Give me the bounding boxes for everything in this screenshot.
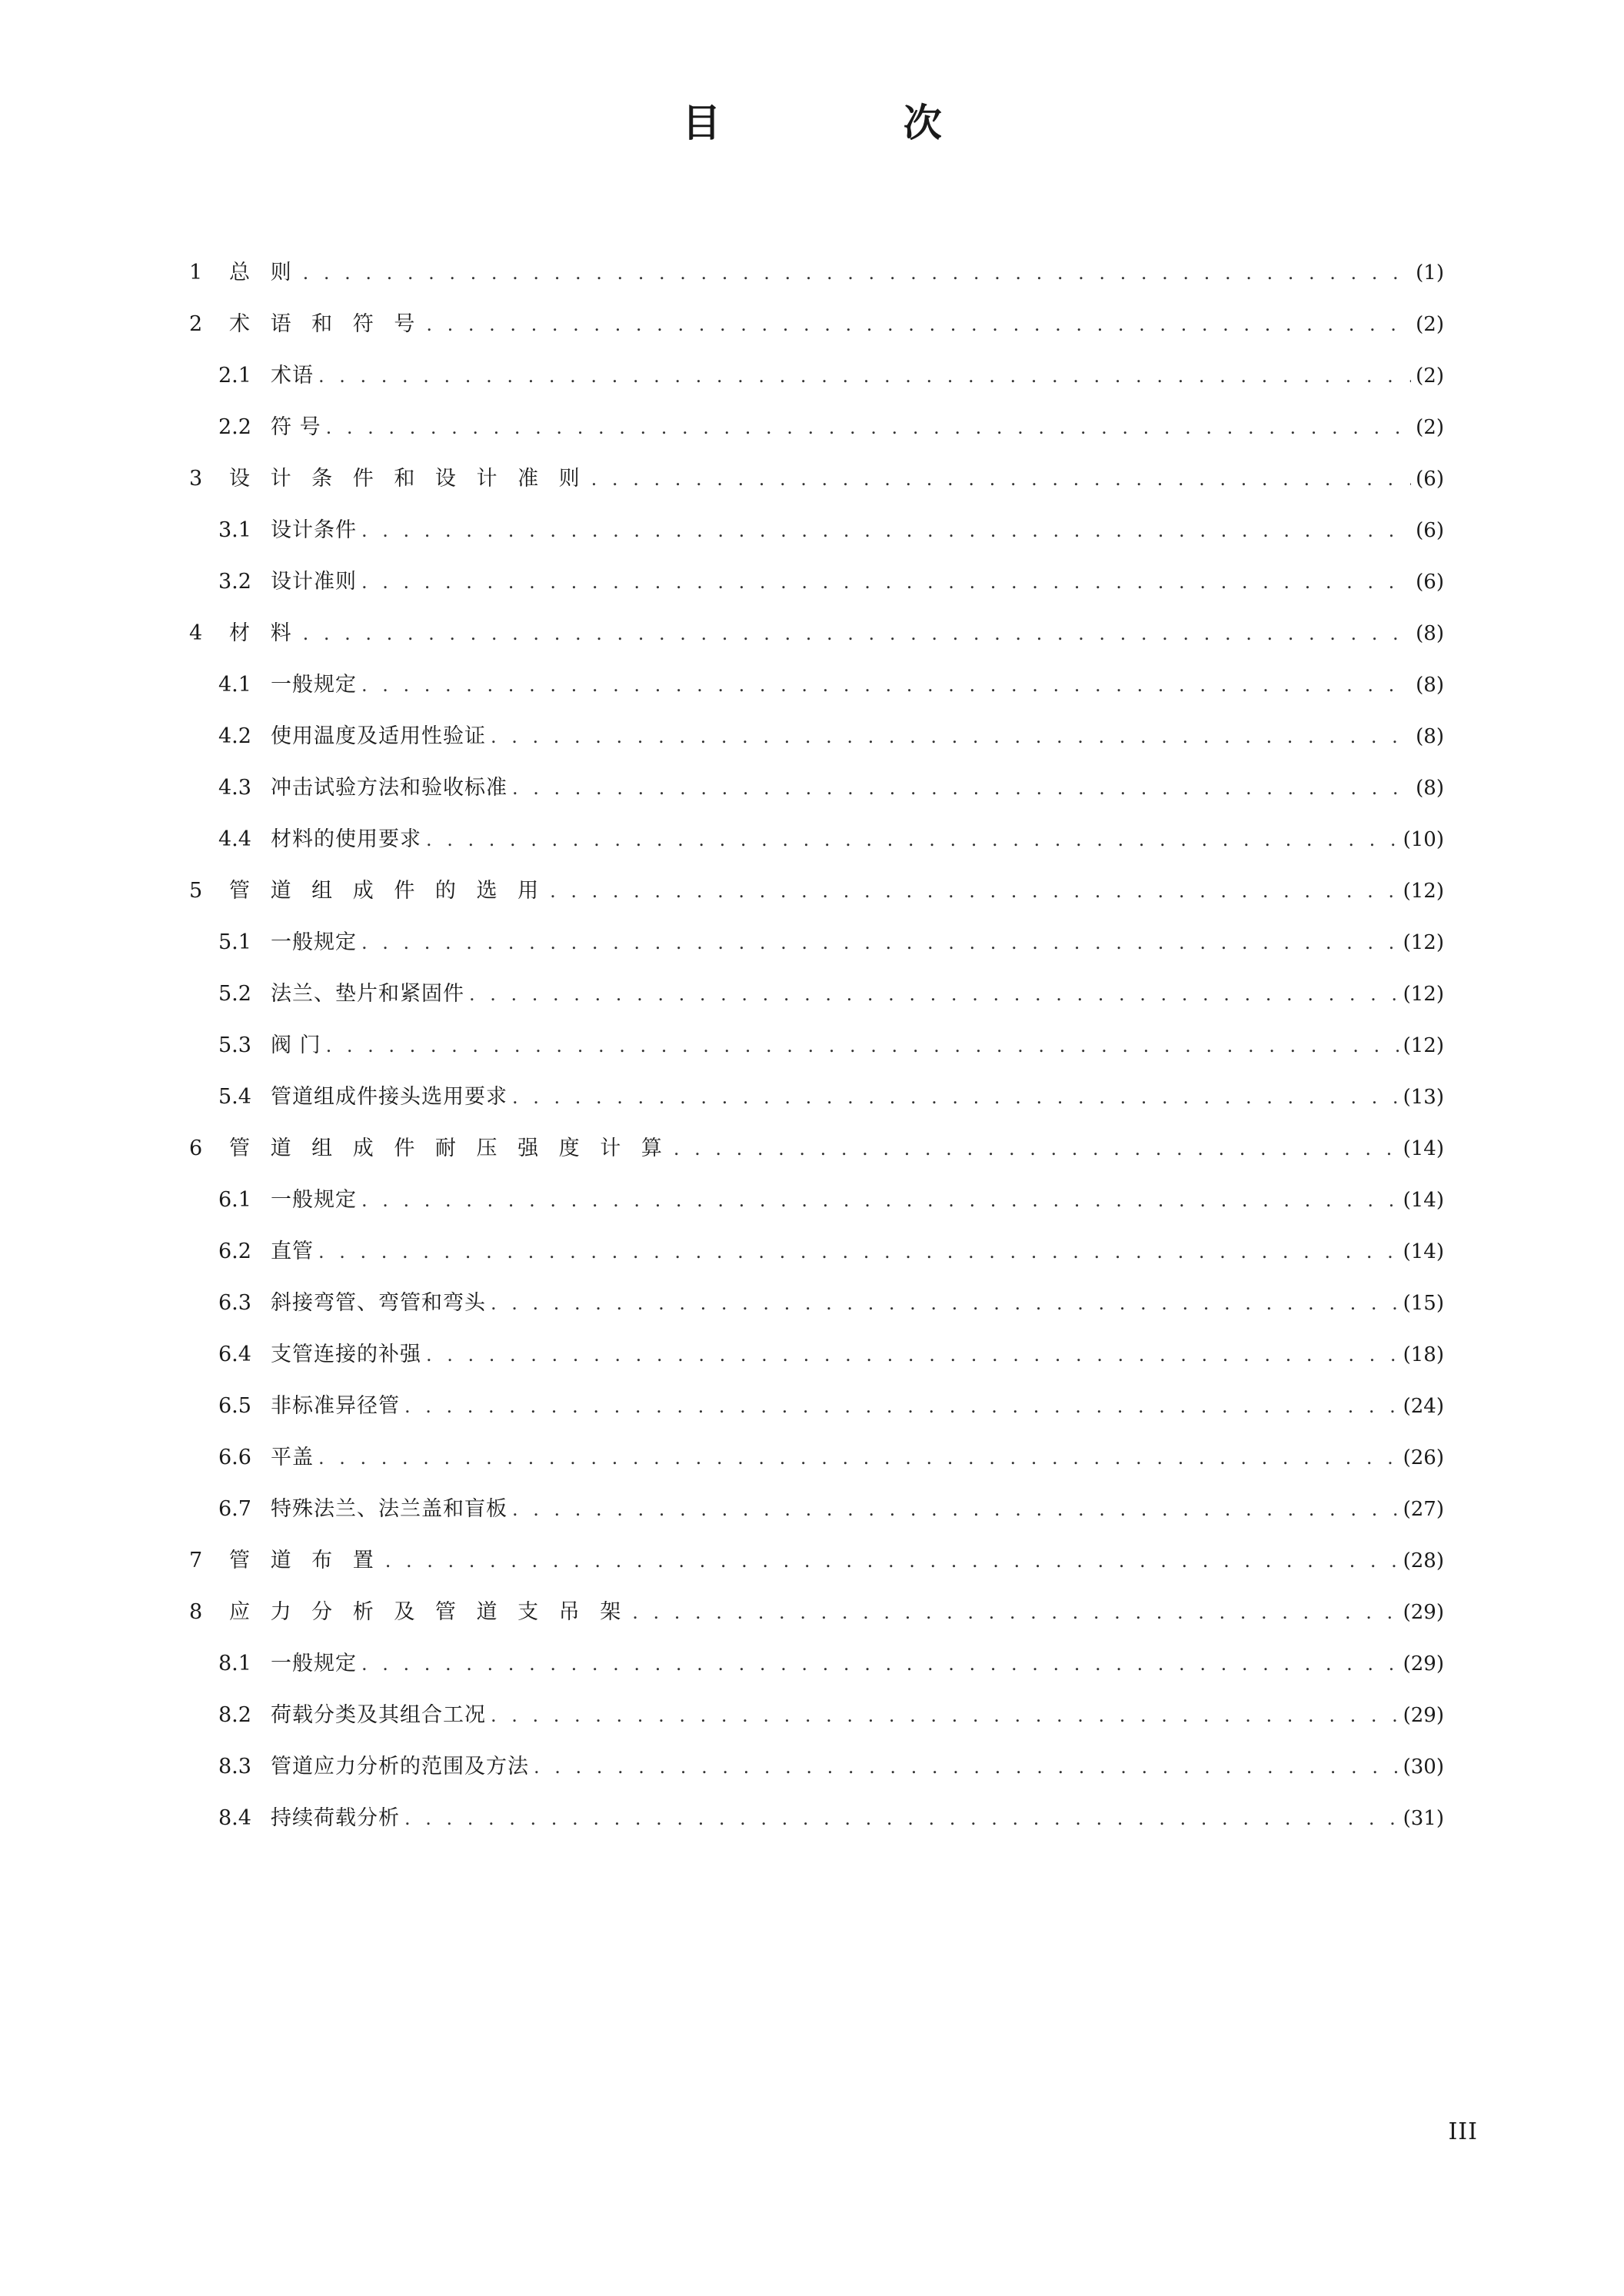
toc-dot-leader — [512, 1084, 1399, 1110]
toc-entry[interactable] — [189, 235, 1444, 286]
toc-dot-leader — [491, 1290, 1399, 1316]
toc-dot-leader — [361, 672, 1411, 698]
toc-entry-number: 4.3 — [218, 776, 251, 800]
toc-entry-number: 2.1 — [218, 364, 251, 388]
toc-entry-page: (27) — [1403, 1498, 1444, 1521]
toc-entry[interactable] — [189, 1368, 1444, 1419]
toc-entry-number: 6.2 — [218, 1240, 251, 1263]
toc-entry[interactable] — [189, 286, 1444, 338]
toc-entry-number: 6.7 — [218, 1497, 251, 1521]
toc-dot-leader — [426, 827, 1399, 853]
toc-entry[interactable] — [189, 1007, 1444, 1059]
toc-entry-title: 平盖 — [271, 1446, 314, 1469]
toc-entry-title: 直管 — [271, 1240, 314, 1263]
toc-entry-number: 8.4 — [218, 1806, 251, 1830]
toc-entry-title: 设计条件 — [271, 518, 357, 542]
toc-entry-number: 5.1 — [218, 930, 251, 954]
toc-entry-page: (28) — [1403, 1549, 1444, 1572]
toc-entry-title: 设 计 条 件 和 设 计 准 则 — [229, 467, 587, 491]
toc-dot-leader — [326, 1033, 1399, 1059]
toc-entry-page: (12) — [1403, 1034, 1444, 1057]
toc-dot-leader — [361, 569, 1411, 595]
toc-dot-leader — [591, 466, 1411, 492]
toc-entry-page: (6) — [1416, 468, 1444, 491]
toc-entry-page: (31) — [1403, 1807, 1444, 1830]
toc-entry-title: 持续荷载分析 — [271, 1806, 400, 1830]
toc-dot-leader — [632, 1599, 1398, 1626]
toc-entry[interactable] — [189, 338, 1444, 389]
toc-entry-page: (12) — [1403, 880, 1444, 903]
toc-dot-leader — [318, 1239, 1399, 1265]
toc-dot-leader — [534, 1754, 1399, 1780]
toc-dot-leader — [674, 1136, 1399, 1162]
toc-entry-page: (29) — [1403, 1601, 1444, 1624]
toc-entry-page: (2) — [1416, 364, 1444, 388]
toc-entry[interactable] — [189, 956, 1444, 1007]
toc-entry-page: (13) — [1403, 1086, 1444, 1109]
toc-entry[interactable] — [189, 1522, 1444, 1574]
toc-entry-page: (29) — [1403, 1652, 1444, 1675]
toc-entry-page: (6) — [1416, 571, 1444, 594]
toc-entry-title: 一般规定 — [271, 930, 357, 954]
toc-dot-leader — [404, 1393, 1399, 1419]
toc-entry-page: (12) — [1403, 983, 1444, 1006]
toc-entry[interactable] — [189, 801, 1444, 853]
toc-dot-leader — [550, 878, 1399, 904]
toc-entry-number: 5.4 — [218, 1085, 251, 1109]
toc-entry[interactable] — [189, 1265, 1444, 1316]
toc-entry-title: 术 语 和 符 号 — [229, 312, 422, 336]
toc-entry-page: (8) — [1416, 674, 1444, 697]
toc-entry-page: (29) — [1403, 1704, 1444, 1727]
toc-entry-title: 管道应力分析的范围及方法 — [271, 1755, 529, 1779]
toc-entry[interactable] — [189, 1059, 1444, 1110]
toc-entry-page: (2) — [1416, 313, 1444, 336]
toc-entry-title: 应 力 分 析 及 管 道 支 吊 架 — [229, 1600, 628, 1624]
toc-entry[interactable] — [189, 647, 1444, 698]
toc-dot-leader — [491, 1702, 1399, 1729]
toc-entry-title: 一般规定 — [271, 1188, 357, 1212]
toc-entry-page: (15) — [1403, 1292, 1444, 1315]
page-number: III — [1448, 2118, 1478, 2145]
toc-entry-title: 设计准则 — [271, 570, 357, 594]
toc-dot-leader — [404, 1805, 1399, 1832]
toc-entry-title: 使用温度及适用性验证 — [271, 724, 486, 748]
toc-entry-number: 6 — [189, 1136, 203, 1160]
toc-entry-title: 一般规定 — [271, 1652, 357, 1675]
toc-entry-title: 非标准异径管 — [271, 1394, 400, 1418]
table-of-contents — [189, 235, 1444, 1832]
toc-entry[interactable] — [189, 1419, 1444, 1471]
toc-entry-number: 6.1 — [218, 1188, 251, 1212]
toc-entry-title: 支管连接的补强 — [271, 1343, 421, 1366]
toc-entry[interactable] — [189, 1677, 1444, 1729]
toc-entry-title: 荷载分类及其组合工况 — [271, 1703, 486, 1727]
toc-entry-number: 3.1 — [218, 518, 251, 542]
toc-entry-page: (12) — [1403, 931, 1444, 954]
toc-entry[interactable] — [189, 1110, 1444, 1162]
toc-entry-page: (8) — [1416, 622, 1444, 645]
toc-dot-leader — [318, 1445, 1399, 1471]
toc-entry-page: (6) — [1416, 519, 1444, 542]
toc-entry-page: (10) — [1403, 828, 1444, 851]
toc-entry-number: 2 — [189, 312, 203, 336]
toc-dot-leader — [426, 311, 1411, 338]
toc-dot-leader — [361, 930, 1399, 956]
toc-dot-leader — [326, 414, 1412, 441]
toc-dot-leader — [426, 1342, 1399, 1368]
toc-entry-title: 特殊法兰、法兰盖和盲板 — [271, 1497, 508, 1521]
toc-entry-title: 材 料 — [229, 621, 298, 645]
toc-entry-title: 管 道 组 成 件 耐 压 强 度 计 算 — [229, 1136, 669, 1160]
toc-entry[interactable] — [189, 1471, 1444, 1522]
toc-entry[interactable] — [189, 1213, 1444, 1265]
toc-dot-leader — [512, 1496, 1399, 1522]
toc-entry-number: 6.5 — [218, 1394, 251, 1418]
toc-entry-number: 3.2 — [218, 570, 251, 594]
toc-entry-number: 6.6 — [218, 1446, 251, 1469]
toc-entry-page: (8) — [1416, 777, 1444, 800]
toc-entry-number: 7 — [189, 1549, 203, 1572]
toc-entry[interactable] — [189, 595, 1444, 647]
toc-entry[interactable] — [189, 1626, 1444, 1677]
toc-entry-number: 8.1 — [218, 1652, 251, 1675]
toc-dot-leader — [385, 1548, 1399, 1574]
toc-entry-title: 符 号 — [271, 415, 321, 439]
toc-entry-page: (24) — [1403, 1395, 1444, 1418]
toc-entry-page: (14) — [1403, 1137, 1444, 1160]
toc-entry[interactable] — [189, 904, 1444, 956]
toc-dot-leader — [303, 621, 1412, 647]
toc-entry[interactable] — [189, 389, 1444, 441]
toc-entry-number: 4 — [189, 621, 203, 645]
toc-entry-number: 4.4 — [218, 827, 251, 851]
toc-entry-number: 4.2 — [218, 724, 251, 748]
toc-dot-leader — [361, 517, 1411, 544]
toc-entry-number: 5.3 — [218, 1033, 251, 1057]
toc-entry-number: 3 — [189, 467, 203, 491]
toc-entry-title: 管 道 组 成 件 的 选 用 — [229, 879, 546, 903]
toc-entry-title: 管道组成件接头选用要求 — [271, 1085, 508, 1109]
toc-entry-page: (14) — [1403, 1240, 1444, 1263]
toc-entry-page: (30) — [1403, 1755, 1444, 1779]
toc-entry-number: 1 — [189, 261, 203, 285]
toc-dot-leader — [303, 260, 1412, 286]
toc-entry[interactable] — [189, 853, 1444, 904]
toc-entry-page: (14) — [1403, 1189, 1444, 1212]
toc-entry-number: 6.3 — [218, 1291, 251, 1315]
toc-entry-number: 8.3 — [218, 1755, 251, 1779]
toc-entry-page: (8) — [1416, 725, 1444, 748]
toc-dot-leader — [491, 724, 1411, 750]
toc-entry[interactable] — [189, 544, 1444, 595]
toc-entry-page: (26) — [1403, 1446, 1444, 1469]
toc-entry-title: 一般规定 — [271, 673, 357, 697]
toc-entry[interactable] — [189, 492, 1444, 544]
toc-entry-number: 2.2 — [218, 415, 251, 439]
toc-entry-number: 6.4 — [218, 1343, 251, 1366]
toc-entry-page: (1) — [1416, 261, 1444, 285]
toc-entry-title: 管 道 布 置 — [229, 1549, 381, 1572]
toc-entry-title: 法兰、垫片和紧固件 — [271, 982, 464, 1006]
toc-entry-title: 阀 门 — [271, 1033, 321, 1057]
toc-dot-leader — [361, 1651, 1399, 1677]
toc-entry-title: 总 则 — [229, 261, 298, 285]
toc-entry[interactable] — [189, 750, 1444, 801]
toc-entry-page: (18) — [1403, 1343, 1444, 1366]
toc-entry-title: 冲击试验方法和验收标准 — [271, 776, 508, 800]
toc-entry-title: 斜接弯管、弯管和弯头 — [271, 1291, 486, 1315]
toc-dot-leader — [361, 1187, 1399, 1213]
toc-entry-number: 4.1 — [218, 673, 251, 697]
toc-entry-title: 材料的使用要求 — [271, 827, 421, 851]
page-title: 目 次 — [682, 100, 1027, 145]
toc-entry[interactable] — [189, 1162, 1444, 1213]
toc-entry-number: 8 — [189, 1600, 203, 1624]
toc-entry-number: 8.2 — [218, 1703, 251, 1727]
toc-entry[interactable] — [189, 1780, 1444, 1832]
toc-entry-page: (2) — [1416, 416, 1444, 439]
toc-entry[interactable] — [189, 1316, 1444, 1368]
toc-entry-number: 5.2 — [218, 982, 251, 1006]
toc-entry[interactable] — [189, 698, 1444, 750]
toc-dot-leader — [469, 981, 1399, 1007]
toc-entry[interactable] — [189, 1729, 1444, 1780]
toc-entry-number: 5 — [189, 879, 203, 903]
toc-entry[interactable] — [189, 441, 1444, 492]
toc-entry-title: 术语 — [271, 364, 314, 388]
toc-dot-leader — [512, 775, 1411, 801]
toc-dot-leader — [318, 363, 1411, 389]
toc-entry[interactable] — [189, 1574, 1444, 1626]
